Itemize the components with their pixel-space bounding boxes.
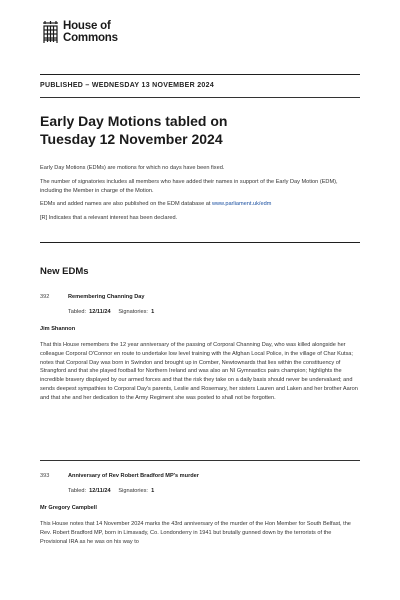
tabled-date: 12/11/24 bbox=[89, 309, 111, 315]
edm-text: This House notes that 14 November 2024 marks the 43rd anniversary of the murder of the Hon Member for South Belfast, the Rev. Robert Bradford MP, born in Limavady, Co. Londonderry in 1941 but brutally gunned down by the terrorists of the Provisional IRA as he was on his way to bbox=[40, 521, 351, 545]
intro-paragraph-2: The number of signatories includes all members who have added their names in support of the Early Day Motion (EDM), including the Member in charge of the Motion. bbox=[40, 178, 338, 194]
intro-divider bbox=[40, 242, 360, 243]
edm-heading bbox=[40, 473, 360, 482]
tabled-label: Tabled: bbox=[68, 309, 87, 315]
house-of-commons-logo bbox=[42, 20, 118, 46]
edm-meta bbox=[68, 488, 360, 497]
edm-text: That this House remembers the 12 year anniversary of the passing of Corporal Channing Day, who was killed alongside her colleague Corporal O'Connor en route to undertake low level training with the Afghan Local Police, in the village of Char Kutsa; notes that Corporal Day was born in Swindon and brought up in Comber, Newtownards that lies within the constituency of Strangford and that she played football for Northern Ireland and was also an NI Gymnastics pairs champion; highlights the incredible bravery displayed by our armed forces and that the risk they take on a daily basis should never be undervalued; and sends deepest sympathies to Corporal Day's parents, Leslie and Rosemary, her sisters Lauren and Laken and her brother Aaron and that she and her dedication to the Army Regiment she was posted to shall not be forgotten. bbox=[40, 342, 358, 401]
edm-meta bbox=[68, 309, 360, 318]
intro-paragraph-4: [R] Indicates that a relevant interest has been declared. bbox=[40, 214, 178, 221]
published-divider bbox=[40, 97, 360, 98]
logo-text bbox=[63, 20, 118, 44]
edm-database-link[interactable]: www.parliament.uk/edm bbox=[211, 201, 272, 207]
intro-paragraph-1: Early Day Motions (EDMs) are motions for which no days have been fixed. bbox=[40, 165, 225, 171]
logo-line-1: House of bbox=[63, 20, 111, 32]
logo-line-2: Commons bbox=[63, 32, 118, 44]
edm-number: 392 bbox=[40, 294, 50, 300]
edm-item bbox=[40, 473, 360, 546]
edm-sponsor: Mr Gregory Campbell bbox=[40, 505, 97, 511]
published-date: PUBLISHED – WEDNESDAY 13 NOVEMBER 2024 bbox=[40, 82, 215, 89]
intro-section bbox=[40, 164, 360, 227]
edm-sponsor: Jim Shannon bbox=[40, 326, 76, 332]
page-title bbox=[40, 112, 360, 148]
tabled-label: Tabled: bbox=[68, 488, 87, 494]
edm-divider bbox=[40, 460, 360, 461]
edm-title: Remembering Channing Day bbox=[68, 294, 145, 300]
edm-title: Anniversary of Rev Robert Bradford MP's murder bbox=[68, 473, 199, 479]
top-divider bbox=[40, 74, 360, 75]
edm-item bbox=[40, 294, 360, 403]
signatories-count: 1 bbox=[151, 309, 155, 315]
title-line-1: Early Day Motions tabled on bbox=[40, 113, 228, 129]
section-title: New EDMs bbox=[40, 266, 89, 277]
intro-paragraph-3-text: EDMs and added names are also published on the EDM database at bbox=[40, 201, 212, 207]
title-line-2: Tuesday 12 November 2024 bbox=[40, 131, 223, 147]
signatories-label: Signatories: bbox=[118, 488, 148, 494]
edm-number: 393 bbox=[40, 473, 50, 479]
signatories-count: 1 bbox=[151, 488, 155, 494]
portcullis-icon bbox=[42, 21, 59, 46]
edm-heading bbox=[40, 294, 360, 303]
tabled-date: 12/11/24 bbox=[89, 488, 111, 494]
signatories-label: Signatories: bbox=[118, 309, 148, 315]
intro-paragraph-3 bbox=[40, 200, 360, 209]
